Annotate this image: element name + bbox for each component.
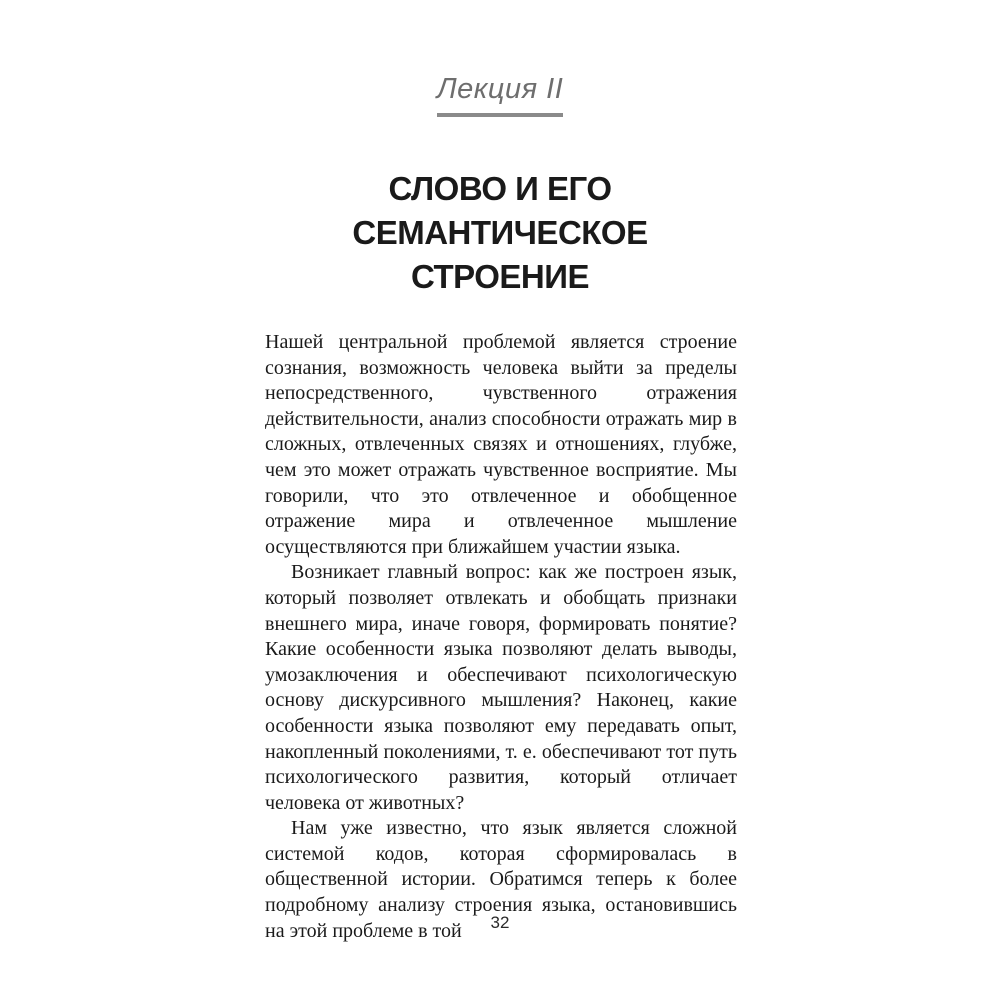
chapter-title-line-2: СЕМАНТИЧЕСКОЕ bbox=[352, 214, 648, 251]
chapter-title-line-3: СТРОЕНИЕ bbox=[411, 258, 589, 295]
paragraph-2: Возникает главный вопрос: как же построен язык, который позволяет отвлекать и обобщать признаки внешнего мира, иначе говоря, формировать понятие? Какие особенности языка позволяют делать выводы, умозаключения и обеспечивают психологическую основу дискурсивного мышления? Наконец, какие особенности языка позволяют ему передавать опыт, накопленный поколениями, т. е. обеспечивают тот путь психологического развития, который отличает человека от животных? bbox=[265, 561, 737, 814]
chapter-title bbox=[0, 167, 1000, 299]
body-text bbox=[265, 330, 737, 944]
paragraph-1: Нашей центральной проблемой является строение сознания, возможность человека выйти за пределы непосредственного, чувственного отражения действительности, анализ способности отражать мир в сложных, отвлеченных связях и отношениях, глубже, чем это может отражать чувственное восприятие. Мы говорили, что это отвлеченное и обобщенное отражение мира и отвлеченное мышление осуществляются при ближайшем участии языка. bbox=[265, 331, 737, 558]
page-number: 32 bbox=[490, 913, 510, 932]
chapter-title-line-1: СЛОВО И ЕГО bbox=[388, 170, 612, 207]
paragraph-3: Нам уже известно, что язык является сложной системой кодов, которая сформировалась в общественной истории. Обратимся теперь к более подробному анализу строения языка, остановившись на этой проблеме в той bbox=[265, 817, 737, 942]
lecture-underline bbox=[437, 113, 563, 117]
lecture-label: Лекция II bbox=[436, 73, 564, 105]
